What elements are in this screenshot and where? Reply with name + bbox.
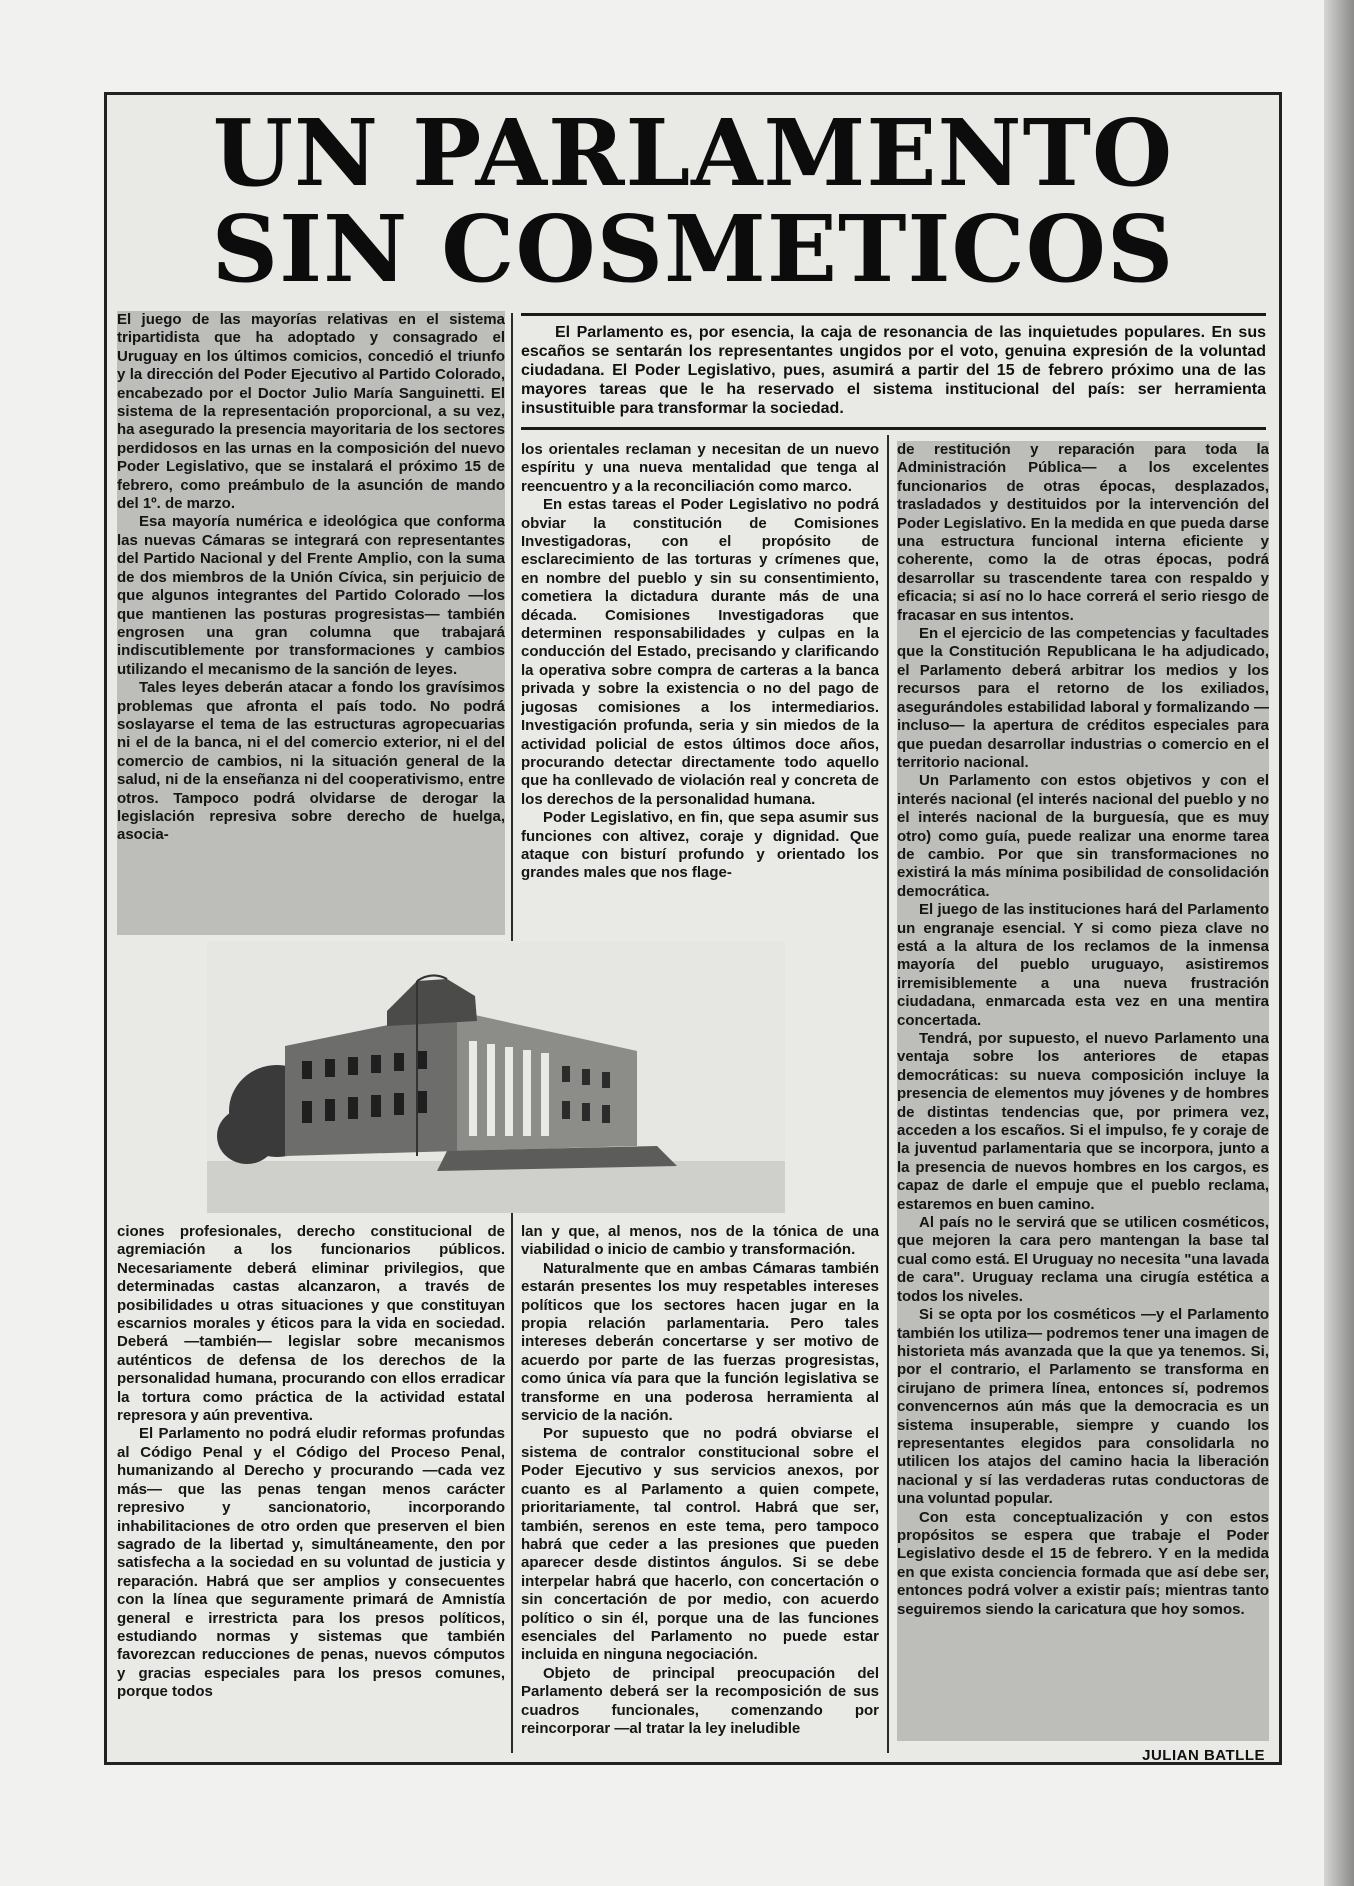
column-2-top [521, 441, 879, 935]
intro-top-rule [521, 313, 1266, 316]
paragraph: Un Parlamento con estos objetivos y con el interés nacional (el interés nacional del pueblo y no el interés nacional de la burguesía, que es muy otro) como guía, puede realizar una enorme tarea de cambio. Por que sin transformaciones no existirá la más mínima posibilidad de consolidación democrática. [897, 772, 1269, 900]
column-rule-2 [887, 435, 889, 1753]
paragraph: Poder Legislativo, en fin, que sepa asumir sus funciones con altivez, coraje y dignidad. Que ataque con bisturí profundo y orientado los grandes males que nos flage- [521, 809, 879, 882]
intro-paragraph: El Parlamento es, por esencia, la caja de resonancia de las inquietudes populares. En sus escaños se sentarán los representantes ungidos por el voto, genuina expresión de la voluntad ciudadana. El Poder Legislativo, pues, asumirá a partir del 15 de febrero próximo una de las mayores tareas que le ha reservado el sistema institucional del país: ser herramienta insustituible para transformar la sociedad. [521, 324, 1266, 417]
paragraph: Al país no le servirá que se utilicen cosméticos, que mejoren la cara pero mantengan la base tal cual como está. El Uruguay no necesita "una lavada de cara". Uruguay reclama una cirugía estética a todos los niveles. [897, 1214, 1269, 1305]
paragraph: de restitución y reparación para toda la Administración Pública— a los excelentes funcionarios de otras épocas, desplazados, trasladados y destituidos por la intervención del Poder Legislativo. En la medida en que pueda darse una estructura funcional interna eficiente y coherente, como la de otras épocas, podrá desarrollar su trascendente tarea con respaldo y eficacia; si así no lo hace correrá el serio riesgo de fracasar en sus intentos. [897, 441, 1269, 624]
column-3 [897, 441, 1269, 1741]
legislative-palace-photo [207, 941, 785, 1213]
paragraph: El Parlamento no podrá eludir reformas profundas al Código Penal y el Código del Proceso Penal, humanizando al Derecho y procurando —cada vez más— que las penas tengan menos carácter represivo y sancionatorio, incorporando inhabilitaciones de otro orden que preserven el bien sagrado de la libertad y, simultáneamente, den por satisfecha a la sociedad en su voluntad de justicia y reparación. Habrá que ser amplios y consecuentes con la línea que seguramente primará de Amnistía general e irrestricta para los presos políticos, estudiando normas y sistemas que también favorezcan reducciones de penas, nuevos cómputos y gracias especiales para los presos comunes, porque todos [117, 1425, 505, 1701]
headline-line-2: SIN COSMETICOS [211, 195, 1175, 303]
paragraph: Tendrá, por supuesto, el nuevo Parlamento una ventaja sobre los anteriores de etapas democráticas: su nueva composición incluye la presencia de elementos muy jóvenes y de hombres de distintas tendencias que, por primera vez, acceden a los escaños. Si el impulso, fe y coraje de la juventud parlamentaria que se incorpora, junto a la presencia de nuevos hombres en los cargos, es capaz de darle el empuje que el pueblo reclama, estaremos en buen camino. [897, 1030, 1269, 1213]
column-2-bottom [521, 1223, 879, 1753]
column-1-top [117, 311, 505, 935]
headline-line-1: UN PARLAMENTO [212, 99, 1174, 207]
intro-bottom-rule [521, 427, 1266, 430]
paragraph: Tales leyes deberán atacar a fondo los gravísimos problemas que afronta el país todo. No podrá soslayarse el tema de las estructuras agropecuarias ni el de la banca, ni el del comercio exterior, ni el del comercio de cambios, ni la situación general de la salud, ni de la enseñanza ni del cooperativismo, entre otros. Tampoco podrá olvidarse de derogar la legislación represiva sobre derecho de huelga, asocia- [117, 679, 505, 844]
paragraph: lan y que, al menos, nos de la tónica de una viabilidad o inicio de cambio y transformación. [521, 1223, 879, 1259]
paragraph: En estas tareas el Poder Legislativo no podrá obviar la constitución de Comisiones Investigadoras, con el propósito de esclarecimiento de las torturas y crímenes que, en nombre del pueblo y sin su consentimiento, cometiera la dictadura durante más de una década. Comisiones Investigadoras que determinen responsabilidades y culpas en la conducción del Estado, precisando y clarificando la operativa sobre compra de carteras a la banca privada y sobre la existencia o no del pago de jugosas comisiones a los intermediarios. Investigación profunda, seria y sin miedos de la actividad policial de estos últimos doce años, procurando detectar directamente todo aquello que ha conllevado de violación real y concreta de los derechos de la personalidad humana. [521, 496, 879, 808]
paragraph: Si se opta por los cosméticos —y el Parlamento también los utiliza— podremos tener una imagen de historieta más avanzada que la que ya tenemos. Si, por el contrario, el Parlamento se transforma en cirujano de primera línea, entonces sí, podremos convencernos aún más que la democracia es un sistema insuperable, siempre y cuando los representantes elegidos para consolidarla no utilicen los atajos del camino hacia la liberación nacional y sí las verdaderas rutas conductoras de una voluntad popular. [897, 1306, 1269, 1508]
paragraph: Con esta conceptualización y con estos propósitos se espera que trabaje el Poder Legislativo desde el 15 de febrero. Y en la medida en que exista conciencia formada que así debe ser, entonces podrá volver a existir país; mientras tanto seguiremos siendo la caricatura que hoy somos. [897, 1508, 1269, 1618]
paragraph: Esa mayoría numérica e ideológica que conforma las nuevas Cámaras se integrará con representantes del Partido Nacional y del Frente Amplio, con la suma de dos miembros de la Unión Cívica, sin perjuicio de que algunos integrantes del Partido Colorado —los que mantienen las posturas progresistas— también engrosen una gran columna que trabajará indiscutiblemente por transformaciones y cambios utilizando el mecanismo de la sanción de leyes. [117, 513, 505, 678]
paragraph: ciones profesionales, derecho constitucional de agremiación a los funcionarios públicos. Necesariamente deberá eliminar privilegios, que determinadas castas alcanzaron, a través de posibilidades u otras situaciones y que constituyan escarnios morales y éticos para la vida en sociedad. Deberá —también— legislar sobre mecanismos auténticos de defensa de los derechos de la personalidad humana, procurando con ellos erradicar la tortura como práctica de la actividad estatal represora y aún preventiva. [117, 1223, 505, 1425]
paragraph: Objeto de principal preocupación del Parlamento deberá ser la recomposición de sus cuadros funcionales, comenzando por reincorporar —al tratar la ley ineludible [521, 1664, 879, 1737]
paragraph: En el ejercicio de las competencias y facultades que la Constitución Republicana le ha adjudicado, el Parlamento deberá arbitrar los medios y los recursos para el retorno de los exiliados, asegurándoles estabilidad laboral y formalizando —incluso— la apertura de créditos especiales para que puedan desarrollar industrias o comercio en el territorio nacional. [897, 625, 1269, 771]
author-signature: JULIAN BATLLE [1142, 1747, 1265, 1764]
paragraph: los orientales reclaman y necesitan de un nuevo espíritu y una nueva mentalidad que tenga al reencuentro y a la reconciliación como marco. [521, 441, 879, 495]
paragraph: El juego de las instituciones hará del Parlamento un engranaje esencial. Y si como pieza clave no está a la altura de los reclamos de la inmensa mayoría del pueblo uruguayo, asistiremos irremisiblemente a una nueva frustración ciudadana, enmarcada esta vez en una mentira concertada. [897, 901, 1269, 1029]
paragraph: El juego de las mayorías relativas en el sistema tripartidista que ha adoptado y consagrado el Uruguay en los últimos comicios, concedió el triunfo y la dirección del Poder Ejecutivo al Partido Colorado, encabezado por el Doctor Julio María Sanguinetti. El sistema de la representación proporcional, a su vez, ha asegurado la presencia mayoritaria de los sectores perdidosos en las urnas en la composición del nuevo Poder Legislativo, que se instalará el próximo 15 de febrero, como preámbulo de la asunción de mando del 1º. de marzo. [117, 311, 505, 513]
article-intro [521, 323, 1266, 419]
scan-edge [1324, 0, 1354, 1886]
article-headline [107, 99, 1279, 303]
paragraph: Naturalmente que en ambas Cámaras también estarán presentes los muy respetables intereses políticos que los sectores hacen jugar en la propia relación parlamentaria. Pero tales intereses deberán concertarse y ser motivo de acuerdo por parte de las fuerzas progresistas, como única vía para que la función legislativa se transforme en una poderosa herramienta al servicio de la nación. [521, 1259, 879, 1425]
newspaper-page [104, 92, 1282, 1765]
building-illustration [207, 941, 785, 1213]
column-1-bottom [117, 1223, 505, 1753]
paragraph: Por supuesto que no podrá obviarse el sistema de contralor constitucional sobre el Poder Ejecutivo y sus servicios anexos, por cuanto es al Parlamento a quien compete, prioritariamente, tal control. Habrá que ser, también, serenos en este tema, pero tampoco habrá que ceder a las presiones que pueden aparecer desde distintos ángulos. Si se debe interpelar habrá que hacerlo, con concertación o sin concertación de por medio, con acuerdo político o sin él, porque una de las funciones esenciales del Parlamento no puede estar incluida en ninguna negociación. [521, 1425, 879, 1664]
